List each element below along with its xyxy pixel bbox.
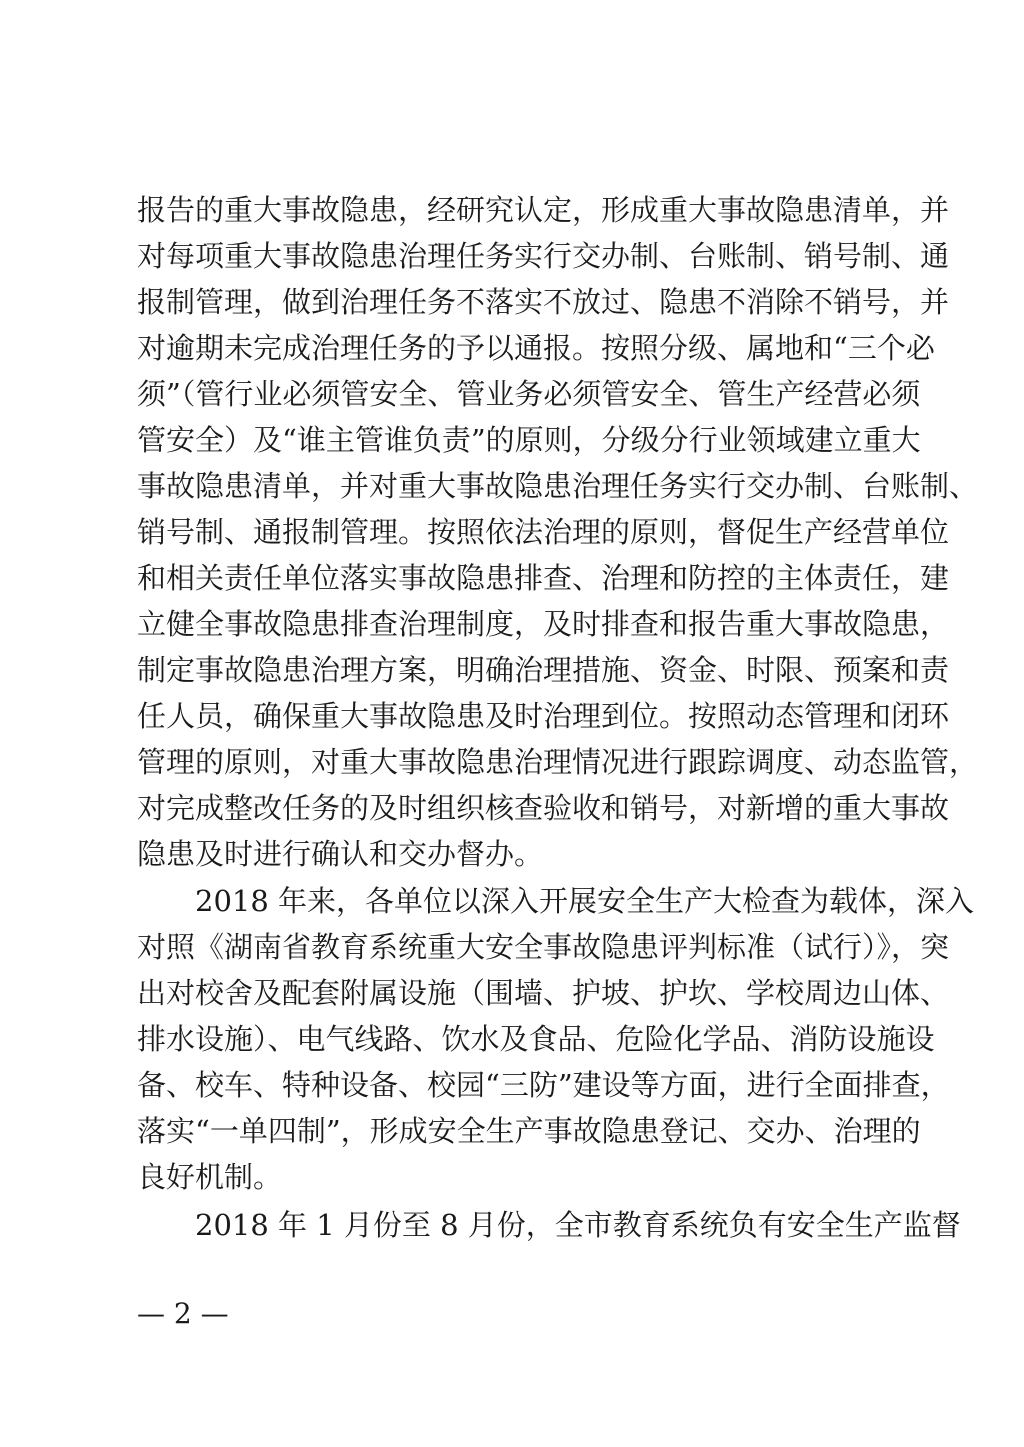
paragraph-2-line-7: 良好机制。 [137, 1160, 283, 1194]
paragraph-1-line-10: 立健全事故隐患排查治理制度，及时排查和报告重大事故隐患， [137, 607, 950, 641]
paragraph-2-line-5: 备、校车、特种设备、校园“三防”建设等方面，进行全面排查， [137, 1068, 950, 1102]
page-number: — 2 — [137, 1297, 229, 1330]
paragraph-1-line-9: 和相关责任单位落实事故隐患排查、治理和防控的主体责任，建 [137, 561, 950, 595]
paragraph-3-line-1: 2018 年 1 月份至 8 月份，全市教育系统负有安全生产监督 [195, 1208, 961, 1242]
paragraph-2-line-1: 2018 年来，各单位以深入开展安全生产大检查为载体，深入 [195, 884, 975, 918]
paragraph-2-line-3: 出对校舍及配套附属设施（围墙、护坡、护坎、学校周边山体、 [137, 976, 950, 1010]
paragraph-1-line-15: 隐患及时进行确认和交办督办。 [137, 837, 544, 871]
paragraph-2-line-2: 对照《湖南省教育系统重大安全事故隐患评判标准（试行）》，突 [137, 930, 950, 964]
paragraph-1-line-3: 报制管理，做到治理任务不落实不放过、隐患不消除不销号，并 [137, 285, 950, 319]
paragraph-1-line-6: 管安全）及“谁主管谁负责”的原则，分级分行业领域建立重大 [137, 423, 921, 457]
paragraph-1-line-11: 制定事故隐患治理方案，明确治理措施、资金、时限、预案和责 [137, 653, 950, 687]
paragraph-1-line-12: 任人员，确保重大事故隐患及时治理到位。按照动态管理和闭环 [137, 699, 950, 733]
paragraph-1-line-13: 管理的原则，对重大事故隐患治理情况进行跟踪调度、动态监管， [137, 745, 979, 779]
paragraph-1-line-7: 事故隐患清单，并对重大事故隐患治理任务实行交办制、台账制、 [137, 469, 979, 503]
paragraph-2-line-4: 排水设施）、电气线路、饮水及食品、危险化学品、消防设施设 [137, 1022, 935, 1056]
paragraph-1-line-8: 销号制、通报制管理。按照依法治理的原则，督促生产经营单位 [137, 515, 950, 549]
paragraph-1-line-1: 报告的重大事故隐患，经研究认定，形成重大事故隐患清单，并 [137, 193, 950, 227]
paragraph-1-line-14: 对完成整改任务的及时组织核查验收和销号，对新增的重大事故 [137, 791, 950, 825]
paragraph-1-line-2: 对每项重大事故隐患治理任务实行交办制、台账制、销号制、通 [137, 239, 950, 273]
paragraph-2-line-6: 落实“一单四制”，形成安全生产事故隐患登记、交办、治理的 [137, 1114, 921, 1148]
paragraph-1-line-4: 对逾期未完成治理任务的予以通报。按照分级、属地和“三个必 [137, 331, 935, 365]
paragraph-1-line-5: 须”（管行业必须管安全、管业务必须管安全、管生产经营必须 [137, 377, 921, 411]
